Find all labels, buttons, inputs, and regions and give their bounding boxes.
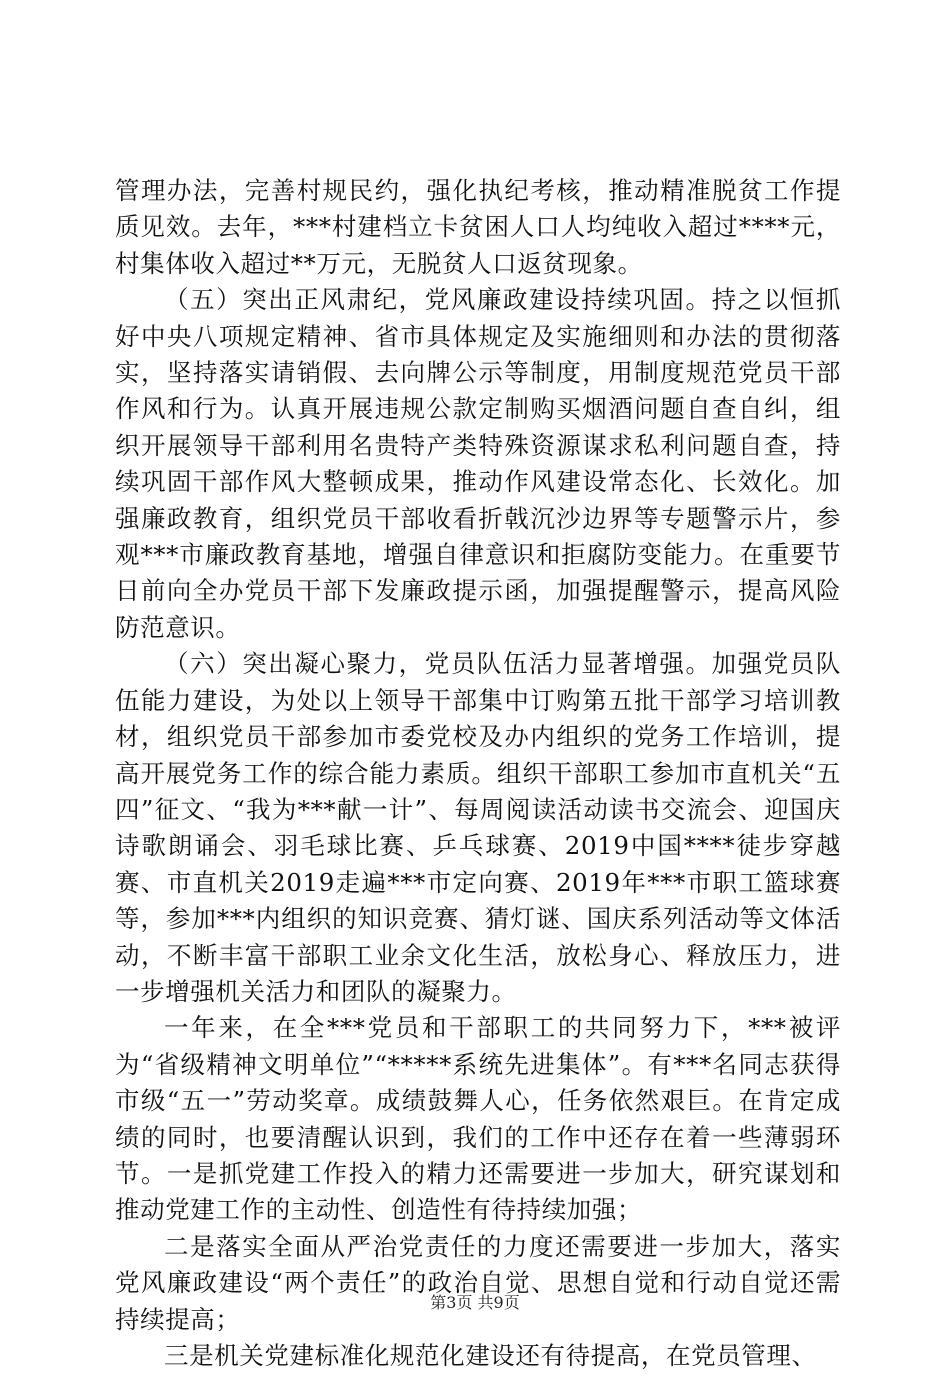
paragraph-3: （六）突出凝心聚力，党员队伍活力显著增强。加强党员队伍能力建设，为处以上领导干部集中订购第五批干部学习培训教材，组织党员干部参加市委党校及办内组织的党务工作培训，提高开展党务工作的综合能力素质。组织干部职工参加市直机关“五四”征文、“我为***献一计”、每周阅读活动读书交流会、迎国庆诗歌朗诵会、羽毛球比赛、乒乓球赛、2019中国****徒步穿越赛、市直机关2019走遍***市定向赛、2019年***市职工篮球赛等，参加***内组织的知识竞赛、猜灯谜、国庆系列活动等文体活动，不断丰富干部职工业余文化生活，放松身心、释放压力，进一步增强机关活力和团队的凝聚力。 bbox=[115, 649, 841, 1006]
paragraph-5: 二是落实全面从严治党责任的力度还需要进一步加大，落实党风廉政建设“两个责任”的政治自觉、思想自觉和行动自觉还需持续提高； bbox=[115, 1231, 841, 1334]
paragraph-4: 一年来，在全***党员和干部职工的共同努力下，***被评为“省级精神文明单位”“*****系统先进集体”。有***名同志获得市级“五一”劳动奖章。成绩鼓舞人心，任务依然艰巨。在肯定成绩的同时，也要清醒认识到，我们的工作中还存在着一些薄弱环节。一是抓党建工作投入的精力还需要进一步加大，研究谋划和推动党建工作的主动性、创造性有待持续加强； bbox=[115, 1013, 841, 1225]
paragraph-1: 管理办法，完善村规民约，强化执纪考核，推动精准脱贫工作提质见效。去年，***村建档立卡贫困人口人均纯收入超过****元，村集体收入超过**万元，无脱贫人口返贫现象。 bbox=[115, 176, 841, 278]
paragraph-6: 三是机关党建标准化规范化建设还有待提高，在党员管理、 bbox=[164, 1341, 817, 1370]
page-footer: 第3页 共9页 bbox=[430, 1293, 520, 1312]
paragraph-2: （五）突出正风肃纪，党风廉政建设持续巩固。持之以恒抓好中央八项规定精神、省市具体规定及实施细则和办法的贯彻落实，坚持落实请销假、去向牌公示等制度，用制度规范党员干部作风和行为。认真开展违规公款定制购买烟酒问题自查自纠，组织开展领导干部利用名贵特产类特殊资源谋求私利问题自查，持续巩固干部作风大整顿成果，推动作风建设常态化、长效化。加强廉政教育，组织党员干部收看折戟沉沙边界等专题警示片，参观***市廉政教育基地，增强自律意识和拒腐防变能力。在重要节日前向全办党员干部下发廉政提示函，加强提醒警示，提高风险防范意识。 bbox=[115, 285, 841, 642]
document-body bbox=[115, 173, 841, 1374]
